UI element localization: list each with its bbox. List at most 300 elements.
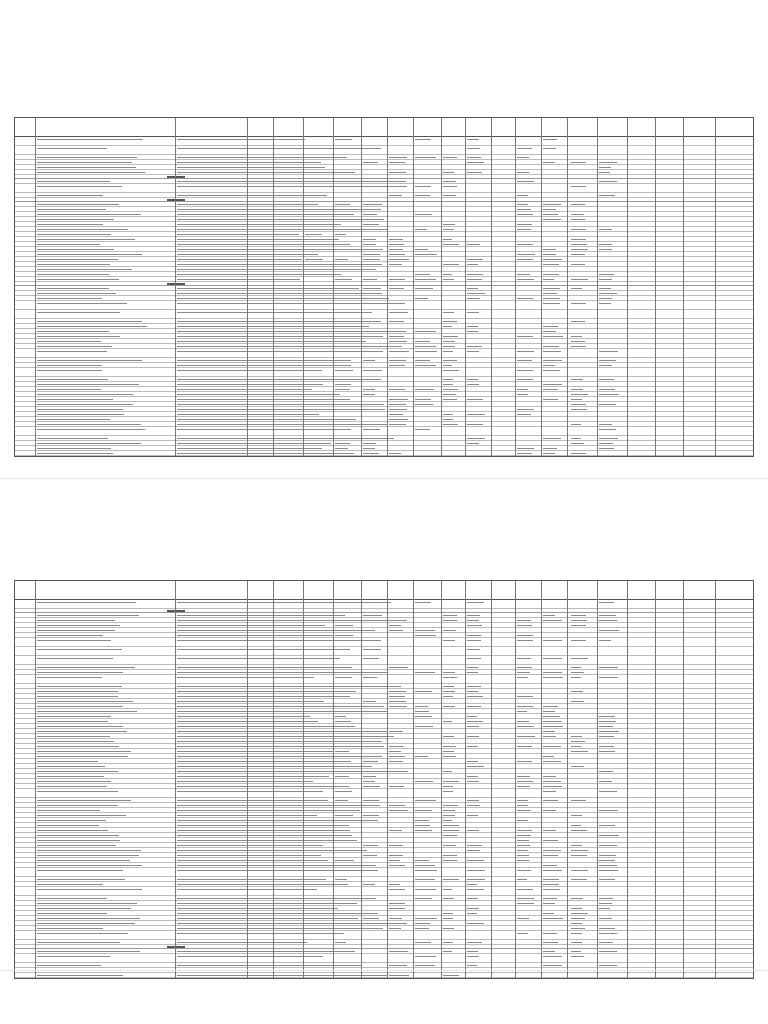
table-cell [275,810,291,812]
table-cell [363,244,376,246]
table-cell [389,249,403,251]
table-cell [443,677,457,679]
table-cell [443,820,452,822]
table-cell [363,453,379,455]
table-cell [249,860,261,862]
table-cell [177,625,312,627]
table-cell [543,933,557,935]
table-cell [37,640,111,642]
table-cell [177,234,299,236]
table-cell [467,658,481,660]
table-cell [37,746,119,748]
table-cell [305,696,319,698]
table-cell [389,686,401,688]
table-cell [275,786,292,788]
table-cell [571,815,582,817]
table-cell [37,602,136,604]
table-cell [517,224,532,226]
column-rule [491,118,492,456]
table-cell [335,448,348,450]
table-cell [443,394,456,396]
table-cell [415,157,436,159]
table-cell [37,928,103,930]
table-cell [305,630,322,632]
table-cell [599,365,612,367]
table-cell [275,658,287,660]
table-cell [249,800,263,802]
table-cell [599,951,617,953]
table-cell [599,630,619,632]
table-cell [443,615,457,617]
table-cell [363,443,376,445]
table-cell [599,288,611,290]
column-rule [515,581,516,978]
table-cell [571,615,586,617]
table-cell [335,711,350,713]
table-cell [275,870,295,872]
table-cell [249,288,260,290]
table-cell [363,186,377,188]
column-rule [515,118,516,456]
table-cell [517,855,529,857]
table-cell [363,602,377,604]
table-cell [177,288,359,290]
table-cell [543,956,562,958]
table-cell [249,761,261,763]
table-row [15,349,753,358]
table-cell [37,249,114,251]
table-cell [443,336,458,338]
table-cell [363,389,375,391]
table-cell [571,751,588,753]
column-rule [715,581,716,978]
table-cell [177,157,338,159]
table-cell [389,908,405,910]
table-cell [599,167,611,169]
table-cell [275,776,297,778]
table-cell [389,756,405,758]
table-cell [571,321,585,323]
table-cell [599,293,617,295]
table-cell [305,414,319,416]
column-rule [683,118,684,456]
column-rule [273,118,274,456]
column-rule [387,118,388,456]
table-cell [571,667,581,669]
table-cell [37,298,102,300]
table-cell [249,667,265,669]
table-cell [571,825,581,827]
table-cell [467,913,477,915]
table-cell [389,903,405,905]
table-cell [363,786,380,788]
table-cell [275,635,294,637]
table-cell [37,865,142,867]
table-cell [415,139,431,141]
table-cell [305,933,326,935]
table-cell [177,379,380,381]
table-cell [543,264,559,266]
table-cell [389,731,403,733]
table-cell [443,736,454,738]
table-cell [443,341,455,343]
table-cell [599,360,616,362]
column-rule [627,581,628,978]
table-cell [305,404,324,406]
table-cell [37,791,118,793]
table-cell [389,157,407,159]
table-cell [389,771,408,773]
table-cell [543,615,555,617]
table-cell [37,341,101,343]
table-cell [599,298,612,300]
table-cell [37,379,108,381]
table-cell [37,414,124,416]
table-cell [599,879,615,881]
table-cell [571,933,582,935]
table-cell [389,918,402,920]
table-cell [443,845,456,847]
table-cell [467,706,481,708]
table-cell [517,918,529,920]
table-cell [599,667,618,669]
table-cell [37,805,118,807]
table-cell [335,625,353,627]
column-rule [35,118,36,456]
table-cell [305,602,320,604]
table-cell [517,379,533,381]
table-cell [389,181,406,183]
table-cell [389,845,403,847]
table-cell [543,677,563,679]
table-cell [275,975,294,977]
column-rule [175,581,176,978]
table-cell [37,860,130,862]
table-cell [249,365,264,367]
table-cell [335,786,349,788]
table-cell [249,686,264,688]
table-cell [443,630,456,632]
table-cell [275,840,294,842]
table-cell [305,162,321,164]
table-cell [415,825,430,827]
table-cell [543,913,554,915]
table-cell [305,288,318,290]
table-cell [37,148,107,150]
table-cell [37,620,115,622]
table-cell [275,860,293,862]
table-cell [37,965,101,967]
table-cell [363,346,381,348]
table-cell [37,840,120,842]
table-cell [249,672,266,674]
table-row [15,954,753,963]
table-cell [37,850,141,852]
table-cell [335,942,346,944]
table-cell [599,443,613,445]
table-cell [37,625,120,627]
table-cell [543,850,561,852]
table-cell [363,219,377,221]
table-cell [467,139,479,141]
table-cell [543,658,562,660]
table-cell [467,326,478,328]
table-cell [335,620,347,622]
table-cell [305,721,318,723]
table-cell [389,279,405,281]
table-cell [37,686,122,688]
table-cell [37,209,106,211]
table-cell [517,835,531,837]
table-cell [363,746,382,748]
table-cell [37,884,103,886]
table-cell [305,379,323,381]
table-cell [571,244,587,246]
table-cell [37,157,137,159]
table-cell [543,162,555,164]
table-cell [517,696,533,698]
table-cell [249,736,265,738]
table-cell [37,409,123,411]
table-cell [37,721,108,723]
table-cell [275,711,290,713]
column-rule [627,118,628,456]
table-cell [543,288,560,290]
table-cell [249,162,269,164]
table-cell [467,379,478,381]
table-cell [517,209,531,211]
column-rule [655,118,656,456]
table-cell [543,672,562,674]
table-cell [571,879,587,881]
table-cell [467,766,484,768]
table-cell [389,259,409,261]
table-cell [571,928,585,930]
table-cell [467,443,479,445]
table-cell [599,351,618,353]
table-cell [467,815,478,817]
table-cell [37,898,107,900]
table-cell [543,942,558,944]
table-cell [571,379,583,381]
table-cell [543,786,562,788]
table-cell [37,776,104,778]
table-cell [275,726,291,728]
column-rule [655,581,656,978]
table-cell [571,404,586,406]
table-cell [249,640,263,642]
table-cell [415,331,436,333]
table-cell [37,429,145,431]
table-cell [363,677,377,679]
table-cell [443,351,453,353]
table-cell [177,341,366,343]
table-cell [37,736,110,738]
table-cell [37,800,131,802]
table-cell [275,615,288,617]
table-cell [571,672,584,674]
table-cell [543,303,560,305]
table-cell [275,229,295,231]
table-cell [599,928,615,930]
table-row [15,887,753,896]
table-cell [363,741,382,743]
table-cell [415,360,430,362]
table-cell [543,326,558,328]
table-cell [443,389,458,391]
table-cell [335,835,352,837]
table-cell [305,409,318,411]
table-cell [389,923,407,925]
table-cell [571,830,587,832]
table-cell [389,244,404,246]
table-cell [249,928,263,930]
table-row [15,427,753,436]
table-cell [571,918,585,920]
column-rule [597,118,598,456]
table-cell [37,677,102,679]
table-cell [517,414,531,416]
table-cell [443,424,458,426]
table-cell [363,800,379,802]
table-cell [571,746,581,748]
table-cell [467,776,478,778]
table-cell [305,259,323,261]
table-cell [517,781,533,783]
table-cell [363,761,378,763]
table-cell [363,448,375,450]
table-cell [249,865,260,867]
table-cell [389,805,405,807]
table-cell [335,691,355,693]
table-cell [275,898,291,900]
table-cell [37,167,136,169]
table-cell [415,716,432,718]
table-cell [389,746,404,748]
table-cell [517,336,533,338]
table-cell [517,800,528,802]
table-cell [415,706,428,708]
table-cell [443,686,454,688]
table-cell [275,312,288,314]
table-cell [517,711,527,713]
table-cell [389,855,403,857]
table-cell [363,771,380,773]
table-cell [467,746,478,748]
table-cell [363,865,376,867]
table-cell [305,635,327,637]
table-cell [571,249,588,251]
table-cell [443,830,459,832]
table-cell [467,331,478,333]
table-cell [467,274,483,276]
table-cell [177,264,372,266]
table-cell [37,649,122,651]
table-cell [389,195,402,197]
table-cell [467,298,480,300]
table-cell [275,620,293,622]
table-cell [363,620,377,622]
table-cell [467,691,478,693]
table-cell [389,341,407,343]
table-row [15,656,753,665]
column-rule [597,581,598,978]
table-cell [467,870,485,872]
table-cell [37,761,98,763]
table-cell [275,933,290,935]
table-cell [305,701,324,703]
table-cell [467,625,482,627]
table-cell [37,443,141,445]
table-cell [443,365,452,367]
table-cell [363,298,379,300]
table-row [15,638,753,647]
table-cell [363,224,379,226]
table-cell [467,414,485,416]
table-cell [37,244,100,246]
table-cell [599,424,612,426]
table-cell [335,810,347,812]
table-cell [467,640,481,642]
table-cell [275,761,288,763]
table-cell [305,786,319,788]
table-cell [335,259,348,261]
table-cell [571,956,584,958]
table-cell [415,756,428,758]
table-cell [177,677,314,679]
table-cell [415,635,436,637]
table-cell [177,186,391,188]
table-cell [335,234,346,236]
table-cell [37,389,101,391]
column-rule [361,118,362,456]
table-cell [305,204,317,206]
table-cell [571,219,585,221]
table-cell [37,186,122,188]
table-cell [177,691,356,693]
page-2-schools-table [14,580,754,979]
table-cell [415,630,435,632]
table-cell [467,879,485,881]
table-cell [599,731,619,733]
table-cell [363,438,377,440]
table-cell [335,751,349,753]
table-cell [467,761,478,763]
table-cell [37,658,113,660]
table-cell [571,908,582,910]
table-cell [177,701,321,703]
table-cell [37,672,123,674]
table-cell [443,274,452,276]
table-cell [363,209,381,211]
table-row [15,301,753,310]
table-cell [177,913,363,915]
table-cell [37,229,128,231]
table-cell [517,625,532,627]
table-cell [543,781,561,783]
table-cell [275,438,293,440]
table-cell [363,855,377,857]
table-cell [599,303,611,305]
table-cell [389,761,403,763]
table-cell [249,379,265,381]
table-cell [305,835,323,837]
table-cell [37,346,112,348]
table-cell [37,781,111,783]
table-cell [177,840,357,842]
table-cell [571,741,585,743]
document-page-1 [0,0,768,470]
